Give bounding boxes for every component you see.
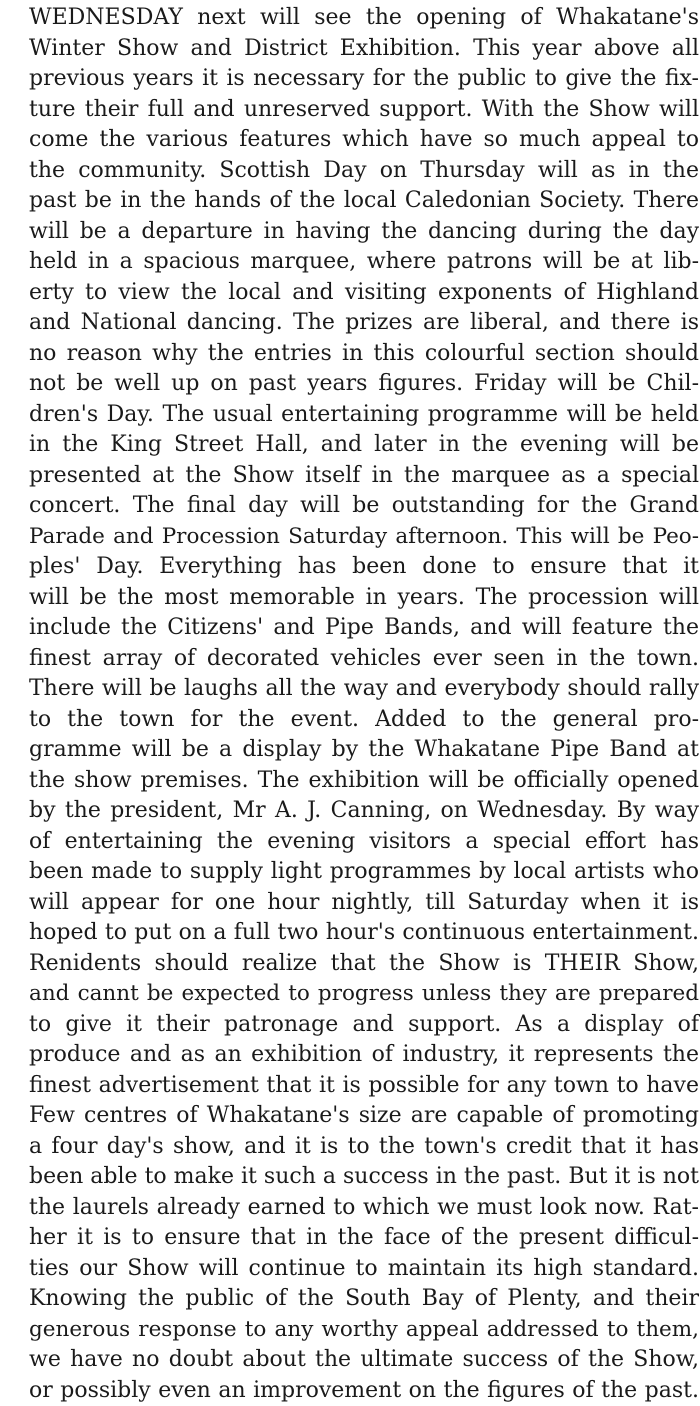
text-line: include the Citizens' and Pipe Bands, and will feature the <box>29 613 699 644</box>
text-line: by the president, Mr A. J. Canning, on Wednesday. By way <box>29 796 699 827</box>
text-line: Parade and Procession Saturday afternoon. This will be Peo- <box>29 522 699 553</box>
text-line: a four day's show, and it is to the town's credit that it has <box>29 1132 699 1163</box>
text-line: gramme will be a display by the Whakatane Pipe Band at <box>29 735 699 766</box>
text-line: hoped to put on a full two hour's continuous entertainment. <box>29 918 699 949</box>
text-line: WEDNESDAY next will see the opening of Whakatane's <box>29 3 699 34</box>
text-line: Winter Show and District Exhibition. This year above all <box>29 34 699 65</box>
text-line: ples' Day. Everything has been done to ensure that it <box>29 552 699 583</box>
text-line: the laurels already earned to which we must look now. Rat- <box>29 1193 699 1224</box>
text-line: generous response to any worthy appeal addressed to them, <box>29 1315 699 1346</box>
text-line: will be the most memorable in years. The procession will <box>29 583 699 614</box>
text-line: been made to supply light programmes by local artists who <box>29 857 699 888</box>
text-line: the community. Scottish Day on Thursday will as in the <box>29 156 699 187</box>
text-line: and cannt be expected to progress unless they are prepared <box>29 979 699 1010</box>
text-line: finest array of decorated vehicles ever seen in the town. <box>29 644 699 675</box>
text-line: and National dancing. The prizes are liberal, and there is <box>29 308 699 339</box>
text-line: Few centres of Whakatane's size are capable of promoting <box>29 1101 699 1132</box>
text-line: previous years it is necessary for the public to give the fix- <box>29 64 699 95</box>
text-line: Knowing the public of the South Bay of Plenty, and their <box>29 1284 699 1315</box>
text-line: dren's Day. The usual entertaining programme will be held <box>29 400 699 431</box>
text-line: concert. The final day will be outstanding for the Grand <box>29 491 699 522</box>
text-line: ture their full and unreserved support. With the Show will <box>29 95 699 126</box>
article-body <box>29 3 699 1406</box>
text-line: been able to make it such a success in the past. But it is not <box>29 1162 699 1193</box>
text-line: held in a spacious marquee, where patrons will be at lib- <box>29 247 699 278</box>
text-line: There will be laughs all the way and everybody should rally <box>29 674 699 705</box>
text-line: we have no doubt about the ultimate success of the Show, <box>29 1345 699 1376</box>
text-line: come the various features which have so much appeal to <box>29 125 699 156</box>
text-line: produce and as an exhibition of industry, it represents the <box>29 1040 699 1071</box>
text-line: no reason why the entries in this colourful section should <box>29 339 699 370</box>
text-line: in the King Street Hall, and later in the evening will be <box>29 430 699 461</box>
text-line: of entertaining the evening visitors a special effort has <box>29 827 699 858</box>
text-line: will appear for one hour nightly, till Saturday when it is <box>29 888 699 919</box>
text-line: her it is to ensure that in the face of the present difficul- <box>29 1223 699 1254</box>
text-line: finest advertisement that it is possible for any town to have <box>29 1071 699 1102</box>
text-line: the show premises. The exhibition will be officially opened <box>29 766 699 797</box>
text-line: Renidents should realize that the Show is THEIR Show, <box>29 949 699 980</box>
text-line: erty to view the local and visiting exponents of Highland <box>29 278 699 309</box>
text-line: presented at the Show itself in the marquee as a special <box>29 461 699 492</box>
text-line: not be well up on past years figures. Friday will be Chil- <box>29 369 699 400</box>
text-line: or possibly even an improvement on the figures of the past. <box>29 1376 699 1406</box>
text-line: to give it their patronage and support. As a display of <box>29 1010 699 1041</box>
text-line: past be in the hands of the local Caledonian Society. There <box>29 186 699 217</box>
text-line: will be a departure in having the dancing during the day <box>29 217 699 248</box>
text-line: to the town for the event. Added to the general pro- <box>29 705 699 736</box>
text-line: ties our Show will continue to maintain its high standard. <box>29 1254 699 1285</box>
